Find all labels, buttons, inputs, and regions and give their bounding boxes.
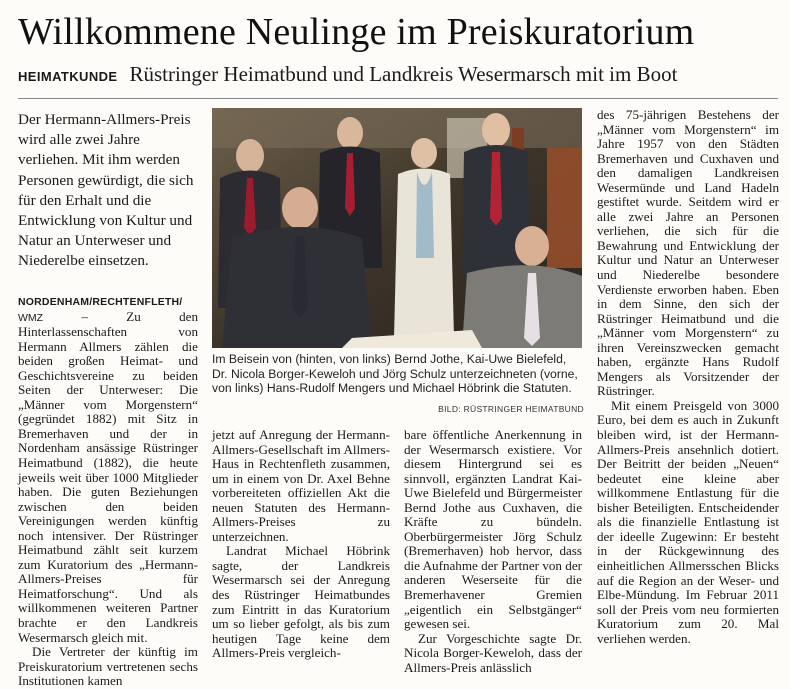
photo-caption: Im Beisein von (hinten, von links) Bernd Jothe, Kai-Uwe Bielefeld, Dr. Nicola Borger-Keweloh und Jörg Schulz unterzeichneten (vorne, von links) Hans-Rudolf Mengers und Michael Höbrink die Statuten.	[212, 352, 578, 396]
column-3-paragraph-1: bare öffentliche Anerkennung in der Wesermarsch existiere. Vor diesem Hintergrund sei es sinnvoll, ergänzten Landrat Kai-Uwe Bielefeld und Bürgermeister Bernd Jothe aus Cuxhaven, die Kräfte zu bündeln. Oberbürgermeister Jörg Schulz (Bremerhaven) hob hervor, dass die Aufnahme der Partner von der anderen Weserseite für die Bremerhavener Gremien „eigentlich ein Selbstgänger“ gewesen sei.	[404, 427, 582, 632]
column-4-paragraph-2: Mit einem Preisgeld von 3000 Euro, bei dem es auch in Zukunft bleiben wird, ist der Hermann-Allmers-Preis ansehnlich dotiert. Der Beitritt der beiden „Neuen“ bedeutet eine kleine aber willkommene Entlastung für die bisher Beteiligten. Entscheidender als die finanzielle Entlastung ist der ideelle Zugewinn: Er besteht in der Rückgewinnung des einheitlichen Allmersschen Blicks auf die Region an der Weser- und Elbe-Mündung. Im Februar 2011 soll der Preis vom neu formierten Kuratorium zum 20. Mal verliehen werden.	[597, 397, 779, 646]
subline	[18, 62, 778, 87]
photo-credit: BILD: RÜSTRINGER HEIMATBUND	[438, 404, 584, 414]
dateline: NORDENHAM/RECHTENFLETH/	[18, 296, 183, 308]
column-3-paragraph-2: Zur Vorgeschichte sagte Dr. Nicola Borger-Keweloh, dass der Allmers-Preis anlässlich	[404, 630, 582, 675]
photo-signing-ceremony	[212, 108, 582, 348]
column-2-paragraph-1: jetzt auf Anregung der Hermann-Allmers-Gesellschaft im Allmers-Haus in Rechtenfleth zusammen, um in einem von Dr. Axel Behne vorbereiteten offiziellen Akt die neuen Statuten des Hermann-Allmers-Preises zu unterzeichnen.	[212, 427, 390, 544]
column-2-paragraph-2: Landrat Michael Höbrink sagte, der Landkreis Wesermarsch sei der Anregung des Rüstringer Heimatbundes zum Eintritt in das Kuratorium um so lieber gefolgt, als bis zum heutigen Tage keine dem Allmers-Preis vergleich-	[212, 543, 390, 661]
body-text: – Zu den Hinterlassenschaften von Hermann Allmers zählen die beiden großen Heimat- und Geschichtsvereine zu beiden Seiten der Unterweser: Die „Männer vom Morgenstern“ (gegründet 1882) mit Sitz in Bremerhaven und der in Nordenham ansässige Rüstringer Heimatbund (1882), die heute jeweils weit über 1000 Mitglieder haben. Die guten Beziehungen zwischen den beiden Vereinigungen werden künftig noch intensiver. Der Rüstringer Heimatbund zählt seit kurzem zum Kuratorium des „Hermann-Allmers-Preises für Heimatforschung“. Und als willkommenen weiteren Partner brachte er den Landkreis Wesermarsch gleich mit.	[18, 308, 198, 645]
column-2	[212, 428, 390, 661]
column-4	[597, 108, 779, 646]
lead-paragraph: Der Hermann-Allmers-Preis wird alle zwei Jahre verliehen. Mit ihm werden Personen gewürdigt, die sich für den Erhalt und die Entwicklung von Kultur und Natur an Unterweser und Niederelbe einsetzen.	[18, 111, 194, 270]
column-1-paragraph-1	[18, 294, 198, 645]
column-3	[404, 428, 582, 675]
subtitle: Rüstringer Heimatbund und Landkreis Wesermarsch mit im Boot	[129, 62, 678, 86]
column-1-paragraph-2: Die Vertreter der künftig im Preiskuratorium vertretenen sechs Institutionen kamen	[18, 644, 198, 689]
column-1	[18, 294, 198, 689]
agency-tag: WMZ	[18, 311, 44, 324]
header-rule	[18, 98, 778, 99]
headline: Willkommene Neulinge im Preiskuratorium	[18, 11, 695, 53]
section-kicker: HEIMATKUNDE	[18, 69, 118, 84]
column-4-paragraph-1: des 75-jährigen Bestehens der „Männer vom Morgenstern“ im Jahre 1957 von den Städten Bremerhaven und Cuxhaven und den damaligen Landkreisen Wesermünde und Land Hadeln gestiftet wurde. Seitdem wird er alle zwei Jahre an Personen verliehen, die sich für die Bewahrung und Entwicklung der Kultur und Natur an Unterweser und Niederelbe besondere Verdienste erworben haben. Eben in dem Sinne, den sich der Rüstringer Heimatbund und die „Männer vom Morgenstern“ zu ihren Vereinszwecken gemacht haben, ergänzte Hans Rudolf Mengers als Vorsitzender der Rüstringer.	[597, 107, 779, 399]
press-photo	[212, 108, 582, 348]
